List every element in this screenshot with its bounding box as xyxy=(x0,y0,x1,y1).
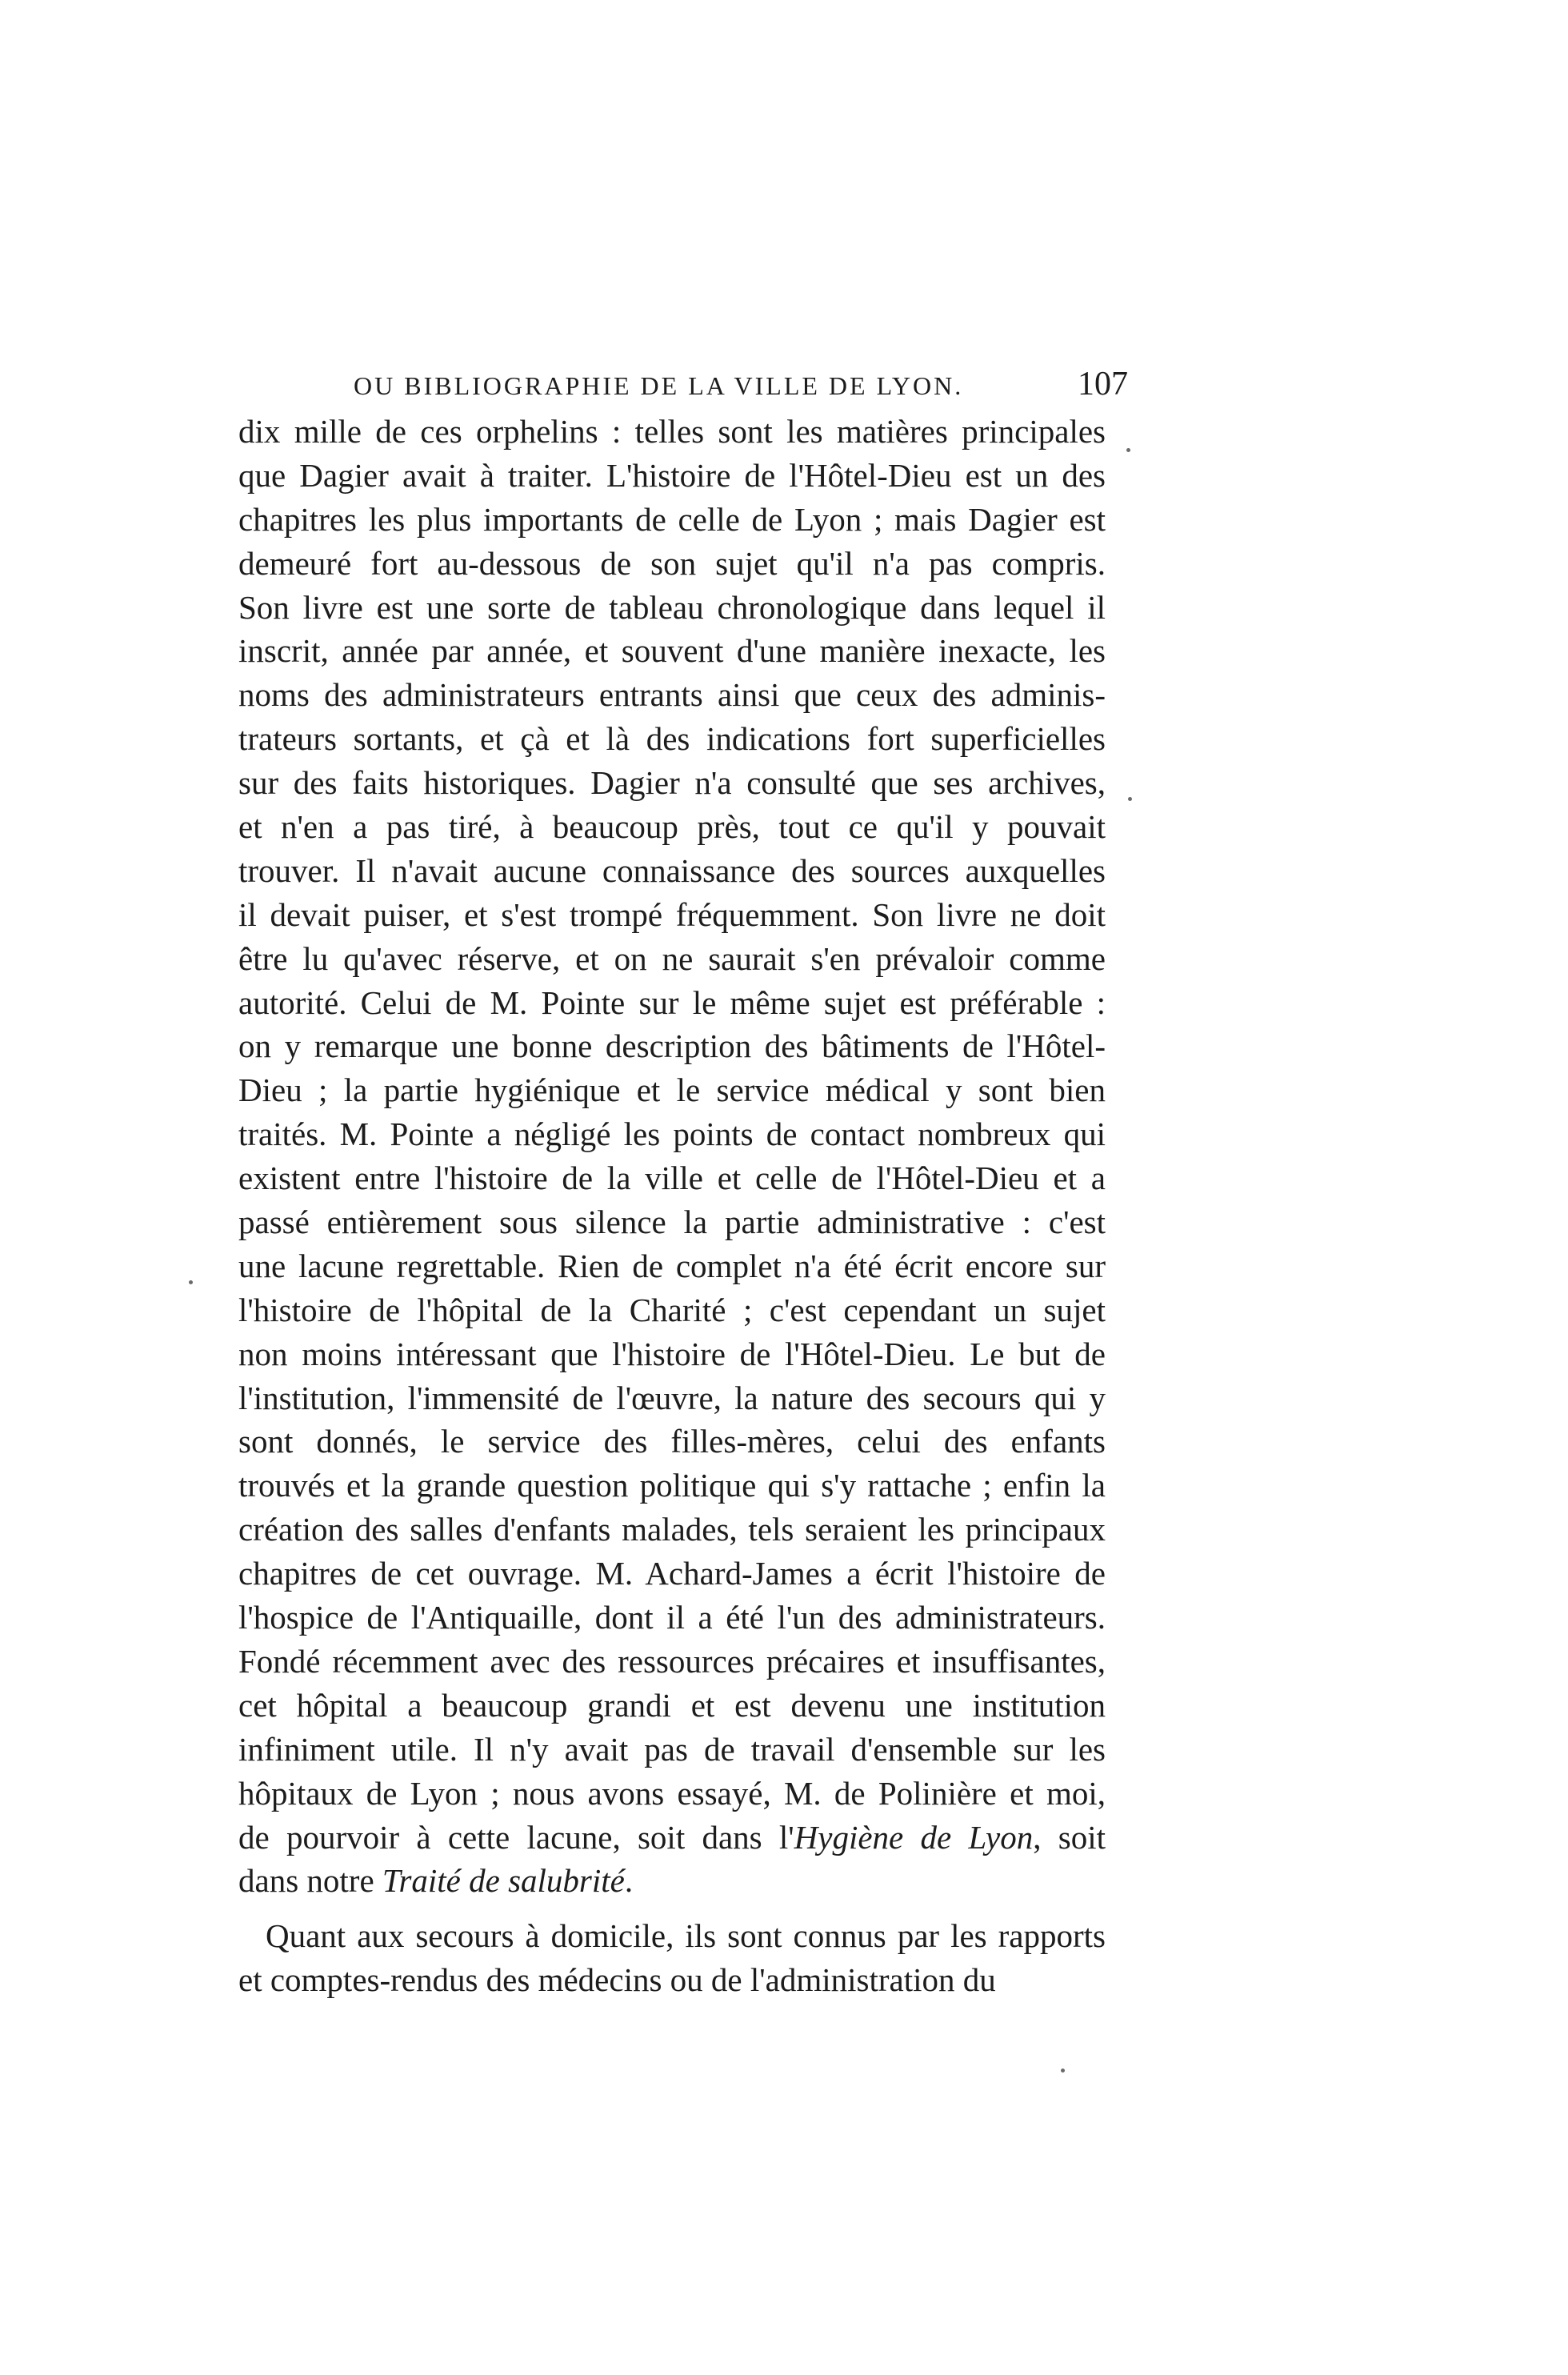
text-line xyxy=(238,586,1106,630)
text-segment: cet hôpital a beaucoup grandi et est devenu une institution xyxy=(238,1686,1106,1724)
text-segment: une lacune regrettable. Rien de complet n'a été écrit encore sur xyxy=(238,1247,1106,1284)
text-segment: de pourvoir à cette lacune, soit dans l' xyxy=(238,1818,794,1856)
text-line xyxy=(238,1156,1106,1200)
text-segment: dans notre xyxy=(238,1862,382,1900)
text-line xyxy=(238,1772,1106,1816)
text-line xyxy=(238,761,1106,805)
text-line xyxy=(238,498,1106,542)
text-segment: il devait puiser, et s'est trompé fréquemment. Son livre ne doit xyxy=(238,895,1106,933)
text-line xyxy=(238,673,1106,717)
text-line xyxy=(238,717,1106,761)
text-segment: noms des administrateurs entrants ainsi que ceux des adminis- xyxy=(238,676,1106,714)
text-line xyxy=(238,1068,1106,1112)
text-line xyxy=(238,1244,1106,1288)
text-segment: on y remarque une bonne description des bâtiments de l'Hôtel- xyxy=(238,1027,1106,1065)
italic-title: Traité de salubrité xyxy=(382,1862,625,1900)
text-segment: infiniment utile. Il n'y avait pas de travail d'ensemble sur les xyxy=(238,1730,1106,1768)
text-line xyxy=(238,1728,1106,1772)
text-segment: sur des faits historiques. Dagier n'a consulté que ses archives, xyxy=(238,764,1106,802)
body-text xyxy=(238,410,1106,2002)
text-segment: dix mille de ces orphelins : telles sont les matières principales xyxy=(238,413,1106,450)
scan-speck xyxy=(1126,448,1130,452)
text-segment: demeuré fort au-dessous de son sujet qu'il n'a pas compris. xyxy=(238,544,1106,582)
text-line xyxy=(238,1958,1106,2002)
running-head xyxy=(240,365,1128,413)
text-line xyxy=(238,1508,1106,1552)
text-line xyxy=(238,1552,1106,1596)
text-line xyxy=(238,937,1106,981)
text-line xyxy=(238,1816,1106,1860)
text-line xyxy=(238,1024,1106,1068)
text-line xyxy=(238,981,1106,1025)
text-line xyxy=(238,1859,1106,1903)
text-line xyxy=(238,893,1106,937)
text-segment: être lu qu'avec réserve, et on ne saurait s'en prévaloir comme xyxy=(238,939,1106,977)
text-segment: et n'en a pas tiré, à beaucoup près, tout ce qu'il y pouvait xyxy=(238,808,1106,846)
text-line xyxy=(238,1112,1106,1156)
text-line xyxy=(238,1684,1106,1728)
text-segment: , soit xyxy=(1033,1818,1106,1856)
text-line xyxy=(238,1420,1106,1464)
page-number: 107 xyxy=(1078,366,1128,403)
text-segment: Son livre est une sorte de tableau chronologique dans lequel il xyxy=(238,588,1106,626)
text-segment: passé entièrement sous silence la partie administrative : c'est xyxy=(238,1204,1106,1241)
paragraph-1 xyxy=(238,410,1106,1903)
text-line xyxy=(238,1332,1106,1376)
text-segment: hôpitaux de Lyon ; nous avons essayé, M. de Polinière et moi, xyxy=(238,1774,1106,1812)
text-line xyxy=(238,410,1106,454)
italic-title: Hygiène de Lyon xyxy=(794,1818,1034,1856)
text-line xyxy=(238,1640,1106,1684)
text-segment: l'histoire de l'hôpital de la Charité ; c'est cependant un sujet xyxy=(238,1291,1106,1328)
paragraph-2 xyxy=(238,1914,1106,2002)
text-line xyxy=(238,1376,1106,1420)
text-line xyxy=(238,849,1106,893)
text-line xyxy=(238,1596,1106,1640)
text-segment: traités. M. Pointe a négligé les points de contact nombreux qui xyxy=(238,1115,1106,1153)
text-segment: création des salles d'enfants malades, tels seraient les principaux xyxy=(238,1511,1106,1548)
scan-speck xyxy=(1128,797,1132,801)
text-segment: sont donnés, le service des filles-mères, celui des enfants xyxy=(238,1423,1106,1460)
text-segment: Fondé récemment avec des ressources précaires et insuffisantes, xyxy=(238,1642,1106,1680)
text-line xyxy=(238,805,1106,849)
text-line xyxy=(238,1288,1106,1332)
text-segment: l'institution, l'immensité de l'œuvre, la nature des secours qui y xyxy=(238,1379,1106,1416)
text-line xyxy=(238,1914,1106,1958)
text-line xyxy=(238,1200,1106,1244)
text-segment: trouver. Il n'avait aucune connaissance des sources auxquelles xyxy=(238,851,1106,889)
scan-speck xyxy=(1061,2069,1065,2073)
text-segment: chapitres de cet ouvrage. M. Achard-James a écrit l'histoire de xyxy=(238,1555,1106,1592)
text-segment: trouvés et la grande question politique qui s'y rattache ; enfin la xyxy=(238,1467,1106,1504)
text-line xyxy=(238,454,1106,498)
text-segment: trateurs sortants, et çà et là des indications fort superficielles xyxy=(238,720,1106,758)
text-segment: et comptes-rendus des médecins ou de l'administration du xyxy=(238,1961,996,1999)
text-segment: chapitres les plus importants de celle de Lyon ; mais Dagier est xyxy=(238,500,1106,538)
scan-speck xyxy=(189,1280,193,1284)
text-segment: Quant aux secours à domicile, ils sont connus par les rapports xyxy=(266,1917,1106,1955)
running-title: OU BIBLIOGRAPHIE DE LA VILLE DE LYON. xyxy=(354,371,964,400)
text-line xyxy=(238,542,1106,586)
text-segment: inscrit, année par année, et souvent d'une manière inexacte, les xyxy=(238,632,1106,670)
text-segment: non moins intéressant que l'histoire de l'Hôtel-Dieu. Le but de xyxy=(238,1335,1106,1372)
text-segment: Dieu ; la partie hygiénique et le service médical y sont bien xyxy=(238,1071,1106,1109)
text-segment: que Dagier avait à traiter. L'histoire de l'Hôtel-Dieu est un des xyxy=(238,456,1106,494)
text-line xyxy=(238,629,1106,673)
text-segment: autorité. Celui de M. Pointe sur le même sujet est préférable : xyxy=(238,983,1106,1021)
text-line xyxy=(238,1464,1106,1508)
text-segment: l'hospice de l'Antiquaille, dont il a été l'un des administrateurs. xyxy=(238,1599,1106,1636)
text-segment: . xyxy=(624,1862,634,1900)
text-segment: existent entre l'histoire de la ville et celle de l'Hôtel-Dieu et a xyxy=(238,1159,1106,1197)
